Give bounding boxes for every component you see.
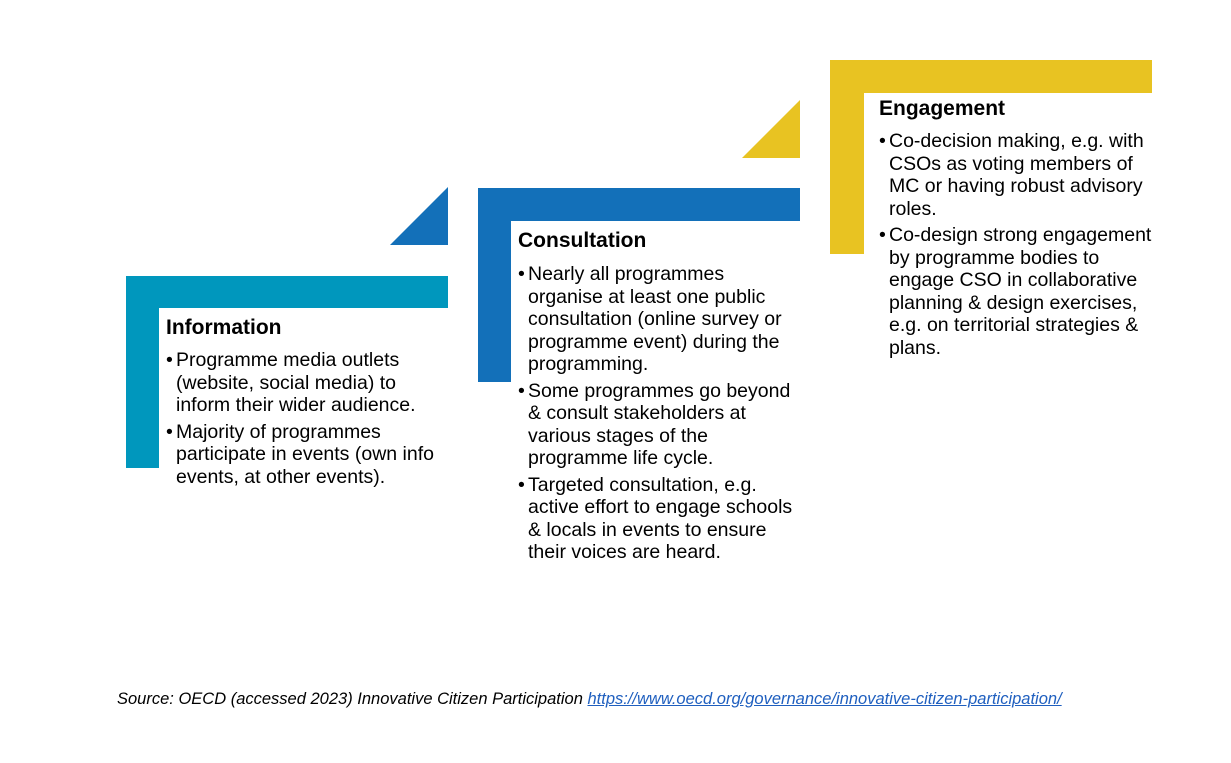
information-title: Information (166, 316, 282, 339)
source-citation (117, 684, 1117, 714)
consultation-bullets (518, 263, 793, 568)
bullet-text: Programme media outlets (website, social media) to inform their wider audience. (176, 349, 416, 416)
bullet-dot: • (166, 349, 173, 371)
list-item (518, 474, 793, 564)
bullet-dot: • (879, 130, 886, 152)
list-item (518, 263, 793, 376)
bullet-dot: • (166, 420, 173, 443)
consultation-step-bracket (478, 188, 800, 221)
list-item (166, 349, 441, 417)
bullet-text: Targeted consultation, e.g. active effort to engage schools & locals in events to ensure their voices are heard. (528, 473, 793, 563)
list-item (166, 421, 441, 489)
bullet-text: Co-decision making, e.g. with CSOs as voting members of MC or having robust advisory roles. (889, 130, 1144, 220)
information-step-bracket (126, 276, 448, 308)
engagement-title: Engagement (879, 97, 1006, 120)
engagement-step-bracket (830, 60, 1152, 93)
bullet-dot: • (518, 473, 525, 496)
consultation-title: Consultation (518, 229, 647, 252)
consultation-step-bracket-left (478, 188, 511, 382)
consultation-arrow-triangle (742, 100, 800, 158)
bullet-text: Some programmes go beyond & consult stakeholders at various stages of the programme life cycle. (528, 379, 791, 469)
bullet-text: Majority of programmes participate in events (own info events, at other events). (176, 420, 434, 488)
source-link[interactable]: https://www.oecd.org/governance/innovative-citizen-participation/ (587, 690, 1062, 708)
engagement-step-bracket-left (830, 60, 864, 254)
list-item (879, 224, 1157, 359)
bullet-dot: • (879, 224, 886, 246)
information-arrow-triangle (390, 187, 448, 245)
bullet-dot: • (518, 263, 525, 285)
bullet-text: Co-design strong engagement by programme bodies to engage CSO in collaborative planning & design exercises, e.g. on territorial strategies & plans. (889, 224, 1152, 359)
list-item (518, 380, 793, 470)
source-prefix: Source: OECD (accessed 2023) Innovative Citizen Participation (117, 690, 588, 708)
information-bullets (166, 349, 441, 492)
information-step-bracket-left (126, 276, 159, 468)
engagement-bullets (879, 130, 1157, 363)
list-item (879, 130, 1157, 220)
bullet-text: Nearly all programmes organise at least one public consultation (online survey or programme event) during the programming. (528, 263, 782, 375)
bullet-dot: • (518, 379, 525, 402)
